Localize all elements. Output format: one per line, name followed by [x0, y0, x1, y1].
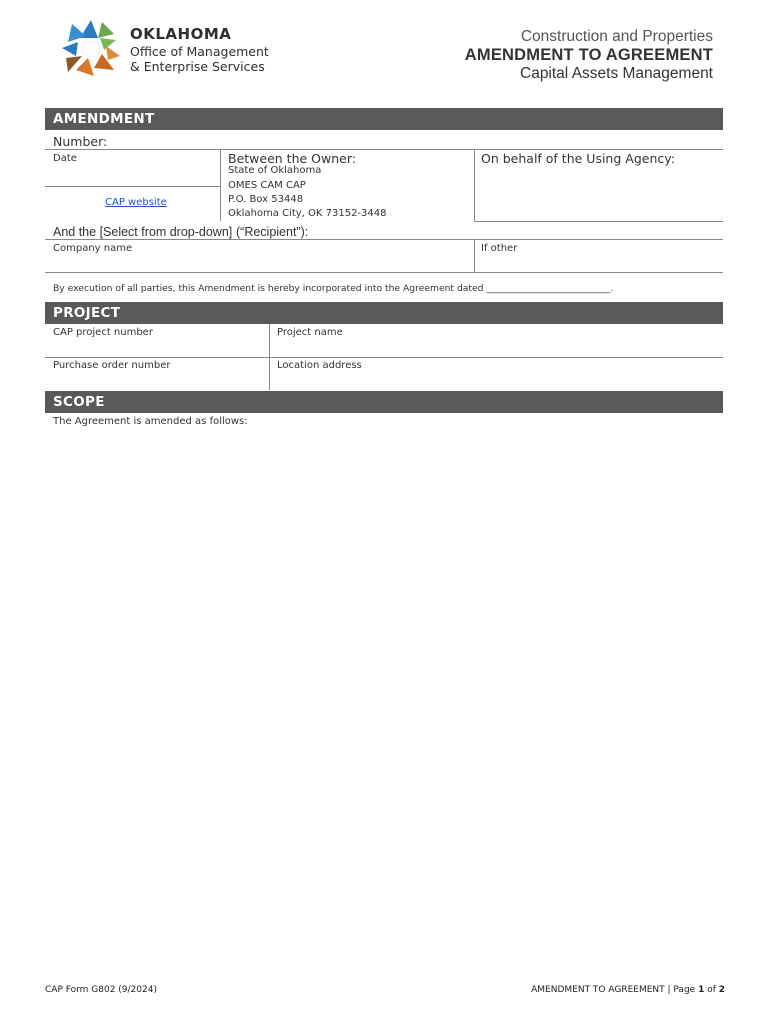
cap-project-number-field[interactable]: CAP project number	[53, 327, 153, 338]
owner-address-line3: P.O. Box 53448	[228, 194, 304, 205]
owner-address-line2: OMES CAM CAP	[228, 180, 306, 191]
agency-underline	[474, 221, 723, 222]
project-name-field[interactable]: Project name	[277, 327, 343, 338]
divider	[45, 357, 723, 358]
column-divider	[474, 149, 475, 221]
document-title: AMENDMENT TO AGREEMENT	[464, 46, 713, 64]
section-bar-scope: SCOPE	[45, 391, 723, 413]
recipient-label: (“Recipient”):	[236, 225, 309, 239]
location-address-field[interactable]: Location address	[277, 360, 362, 371]
column-divider	[474, 239, 475, 272]
scope-text-area[interactable]	[45, 432, 723, 972]
oklahoma-star-logo-icon	[58, 16, 124, 80]
department-name: Construction and Properties	[520, 28, 713, 45]
org-name-line1: OKLAHOMA	[130, 25, 232, 43]
omes-logo	[58, 16, 278, 80]
page-indicator	[531, 985, 725, 995]
division-name: Capital Assets Management	[520, 65, 713, 82]
form-id: CAP Form G802 (9/2024)	[45, 985, 157, 995]
section-bar-amendment: AMENDMENT	[45, 108, 723, 130]
owner-heading: Between the Owner:	[228, 151, 356, 166]
if-other-field[interactable]: If other	[481, 243, 518, 254]
amendment-number-label: Number:	[53, 134, 108, 149]
cap-website-link[interactable]: CAP website	[105, 197, 167, 208]
owner-address-line1: State of Oklahoma	[228, 165, 322, 176]
page-current: 1	[698, 985, 705, 995]
recipient-type-dropdown[interactable]: And the [Select from drop-down]	[53, 225, 233, 239]
owner-address-line4: Oklahoma City, OK 73152-3448	[228, 208, 387, 219]
divider	[45, 149, 723, 150]
execution-statement: By execution of all parties, this Amendment is hereby incorporated into the Agreement dated ___________________________.	[53, 283, 614, 294]
org-name-line3: & Enterprise Services	[130, 59, 265, 74]
section-bar-project: PROJECT	[45, 302, 723, 324]
page-of: of	[704, 985, 719, 995]
page-total: 2	[718, 985, 725, 995]
divider	[45, 239, 723, 240]
company-name-field[interactable]: Company name	[53, 243, 133, 254]
agency-heading[interactable]: On behalf of the Using Agency:	[481, 151, 675, 166]
scope-intro: The Agreement is amended as follows:	[53, 416, 248, 427]
divider	[45, 272, 723, 273]
page-prefix: AMENDMENT TO AGREEMENT | Page	[531, 985, 699, 995]
date-label[interactable]: Date	[53, 153, 77, 164]
purchase-order-number-field[interactable]: Purchase order number	[53, 360, 171, 371]
column-divider	[220, 149, 221, 221]
date-underline	[45, 186, 220, 187]
org-name-line2: Office of Management	[130, 44, 269, 59]
